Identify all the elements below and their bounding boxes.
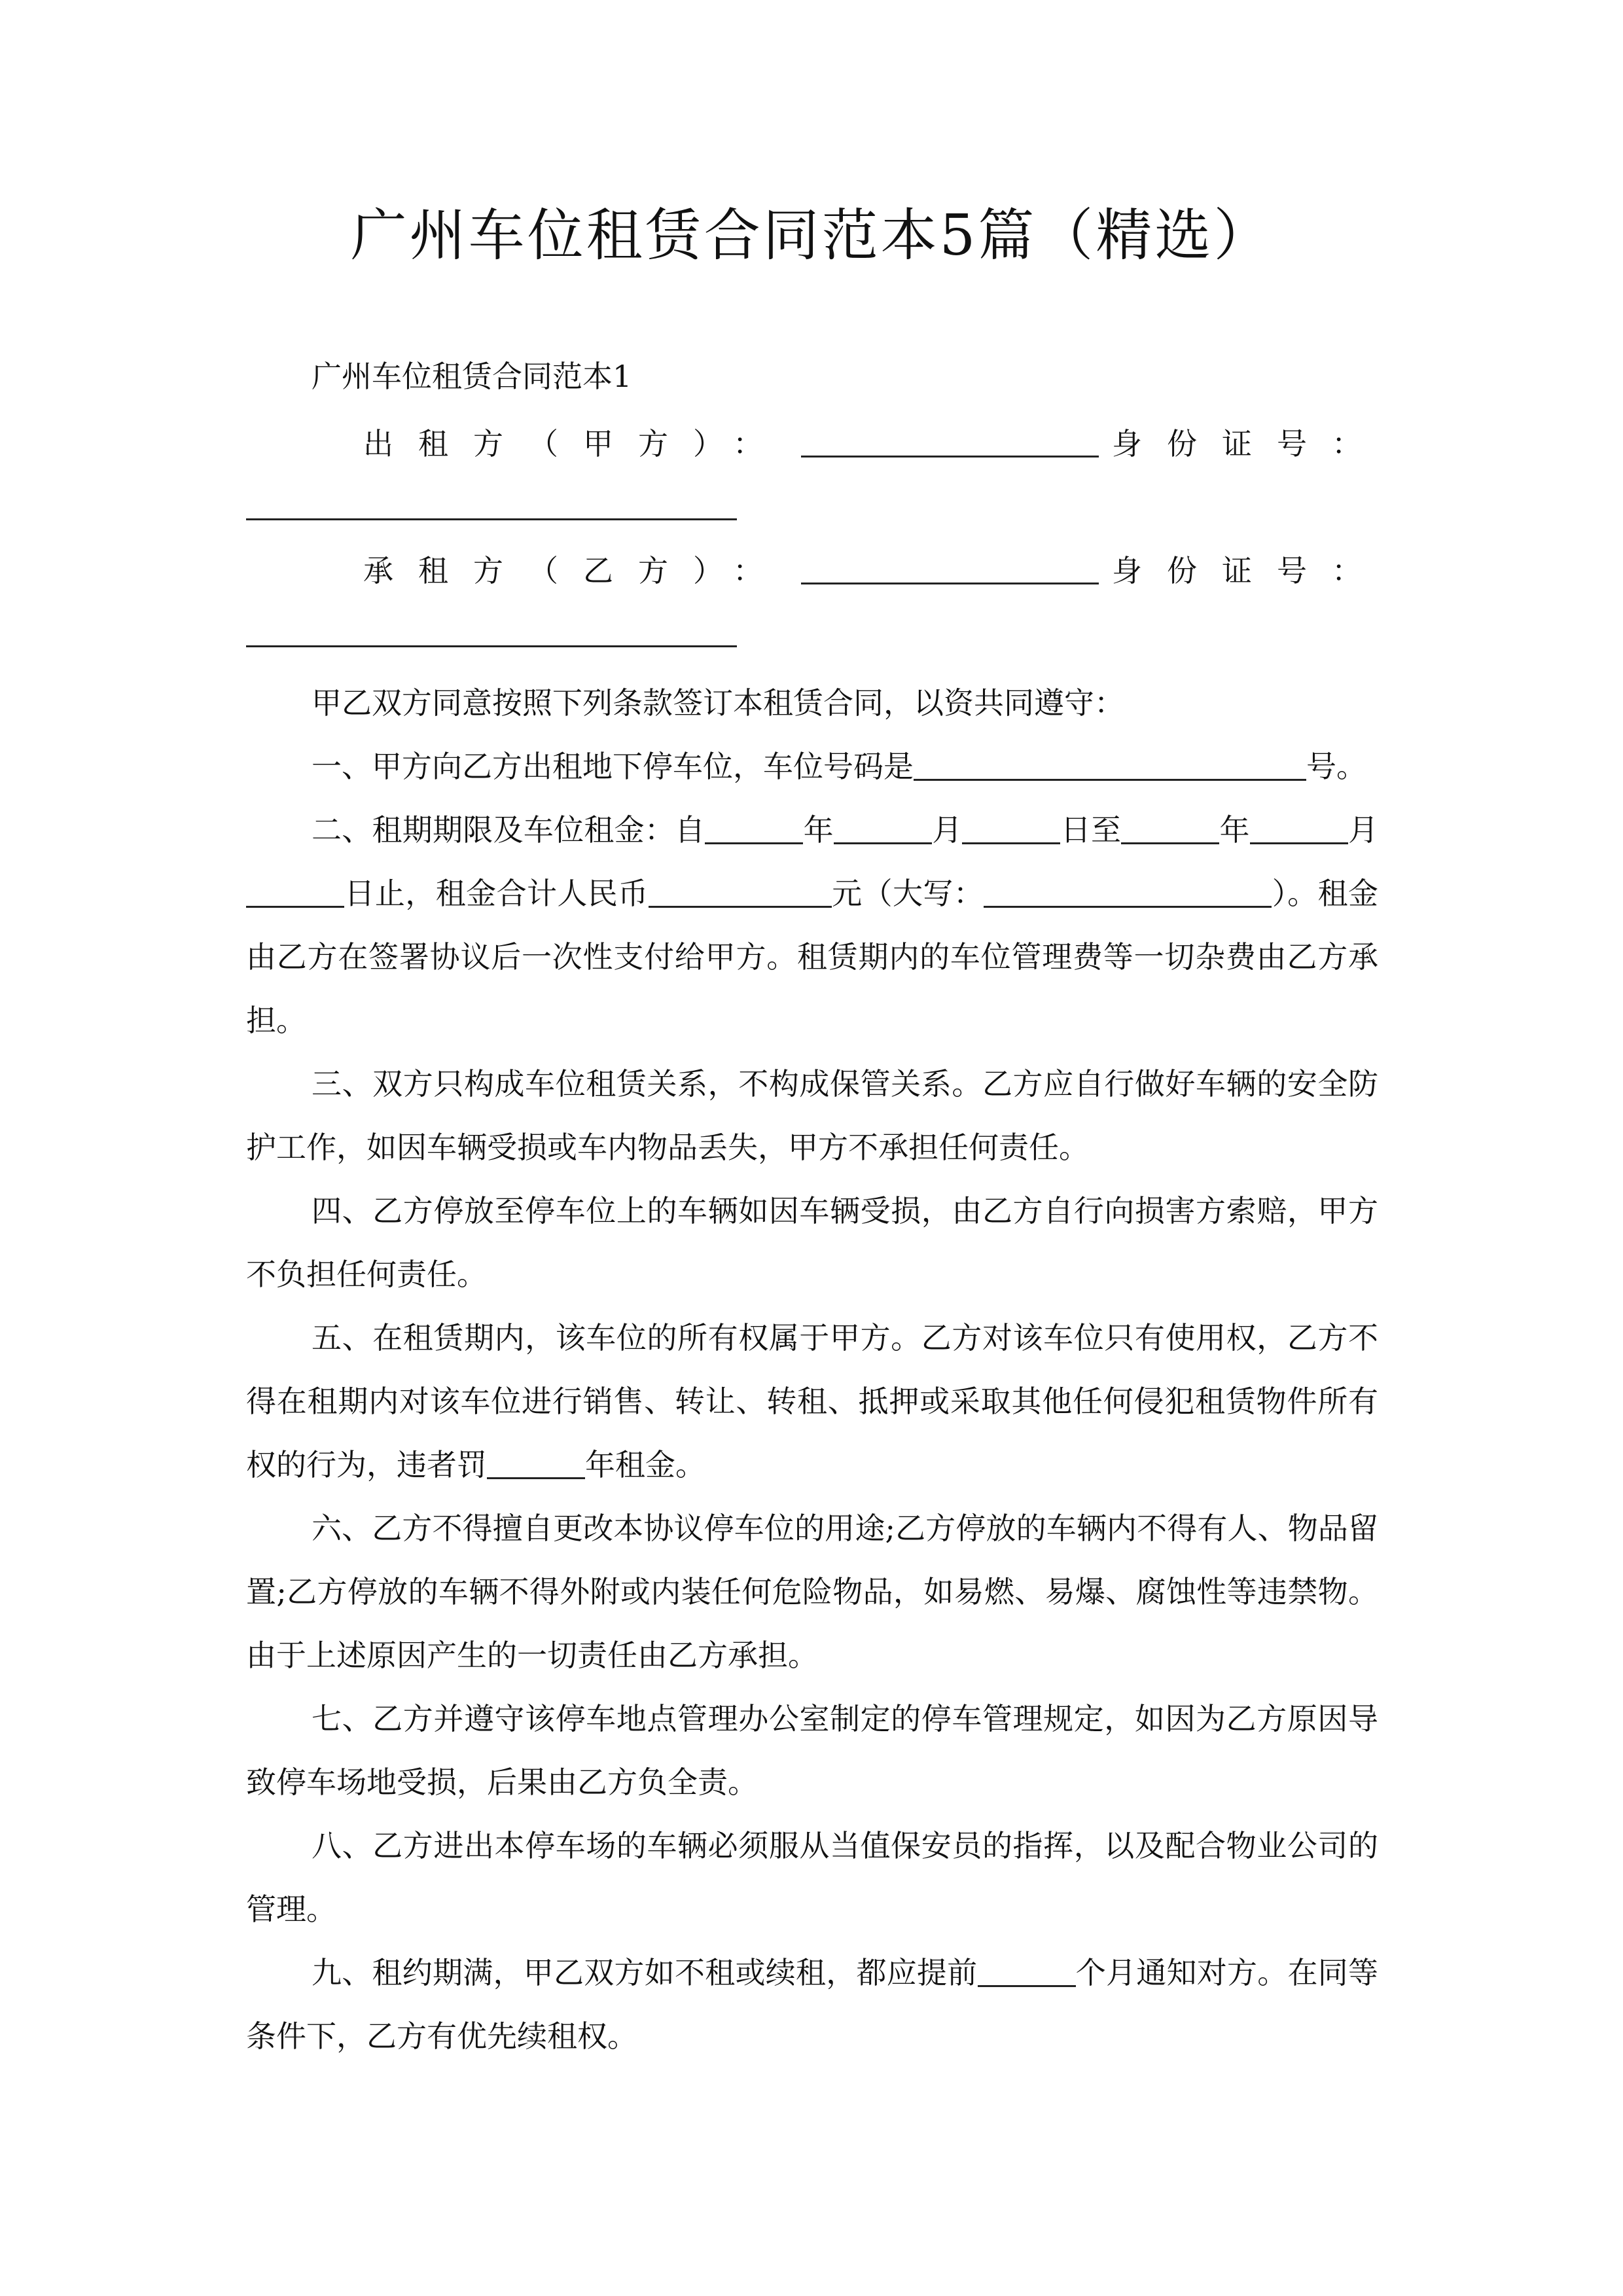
lessee-id-label: 身份证号： [1112,553,1387,588]
end-year-field[interactable] [1121,812,1219,844]
section-heading: 广州车位租赁合同范本1 [312,359,632,394]
lessee-name-field[interactable] [801,554,1099,584]
clause-1 [246,735,1378,798]
clause-2-text: 二、租期期限及车位租金：自 [312,812,705,848]
month-label: 月 [931,812,963,848]
clause-7: 七、乙方并遵守该停车地点管理办公室制定的停车管理规定，如因为乙方原因导致停车场地受损，后果由乙方负全责。 [246,1701,1378,1800]
lessor-name-field[interactable] [801,427,1099,457]
rent-amount-field[interactable] [649,876,832,908]
year-label: 年 [1219,812,1250,848]
lessor-row [363,419,1387,465]
clause-9 [246,1941,1378,2068]
document-title: 广州车位租赁合同范本5篇（精选） [350,203,1273,268]
notice-months-field[interactable] [978,1955,1076,1987]
clause-1-text: 一、甲方向乙方出租地下停车位，车位号码是 [312,749,914,784]
clause-3: 三、双方只构成车位租赁关系，不构成保管关系。乙方应自行做好车辆的安全防护工作，如因车辆受损或车内物品丢失，甲方不承担任何责任。 [246,1066,1378,1165]
start-day-field[interactable] [962,812,1060,844]
clause-8: 八、乙方进出本停车场的车辆必须服从当值保安员的指挥，以及配合物业公司的管理。 [246,1828,1378,1927]
penalty-years-field[interactable] [487,1447,585,1479]
clause-5 [246,1306,1378,1497]
clause-5-text: 五、在租赁期内，该车位的所有权属于甲方。乙方对该车位只有使用权，乙方不得在租期内对该车位进行销售、转让、转租、抵押或采取其他任何侵犯租赁物件所有权的行为，违者罚 [246,1320,1378,1482]
close-paren: ）。 [1272,876,1318,911]
end-month-field[interactable] [1250,812,1348,844]
clause-5-end: 年租金。 [585,1447,705,1482]
lessee-label: 承租方（乙方）： [363,553,788,588]
intro-paragraph: 甲乙双方同意按照下列条款签订本租赁合同，以资共同遵守： [312,685,1124,721]
lessee-row [363,546,1387,592]
lessor-id-label: 身份证号： [1112,426,1387,461]
clause-6: 六、乙方不得擅自更改本协议停车位的用途;乙方停放的车辆内不得有人、物品留置;乙方停放的车辆不得外附或内装任何危险物品，如易燃、易爆、腐蚀性等违禁物。由于上述原因产生的一切责任由乙方承担。 [246,1511,1378,1673]
yuan-label: 元（大写： [831,876,984,911]
clause-2 [246,798,1378,1052]
clause-9-end: 个月通知对方。在同等条件下，乙方有优先续租权。 [246,1955,1378,2054]
clause-4: 四、乙方停放至停车位上的车辆如因车辆受损，由乙方自行向损害方索赔，甲方不负担任何责任。 [246,1193,1378,1292]
lessee-id-field[interactable] [246,645,737,647]
start-month-field[interactable] [834,812,932,844]
clause-1-end: 号。 [1306,749,1366,784]
contract-body [246,672,1378,2068]
year-label: 年 [803,812,834,848]
start-year-field[interactable] [705,812,803,844]
day-end-label: 日止，租金合计人民币 [344,876,649,911]
clause-2-rest: 租金由乙方在签署协议后一次性支付给甲方。租赁期内的车位管理费等一切杂费由乙方承担。 [246,876,1379,1038]
rent-amount-words-field[interactable] [984,876,1272,908]
end-day-field[interactable] [246,876,344,908]
day-to-label: 日至 [1060,812,1122,848]
clause-9-text: 九、租约期满，甲乙双方如不租或续租，都应提前 [312,1955,978,1990]
lessor-label: 出租方（甲方）： [363,426,788,461]
lessor-id-field[interactable] [246,518,737,520]
month-label: 月 [1347,812,1379,848]
parking-number-field[interactable] [914,749,1306,781]
